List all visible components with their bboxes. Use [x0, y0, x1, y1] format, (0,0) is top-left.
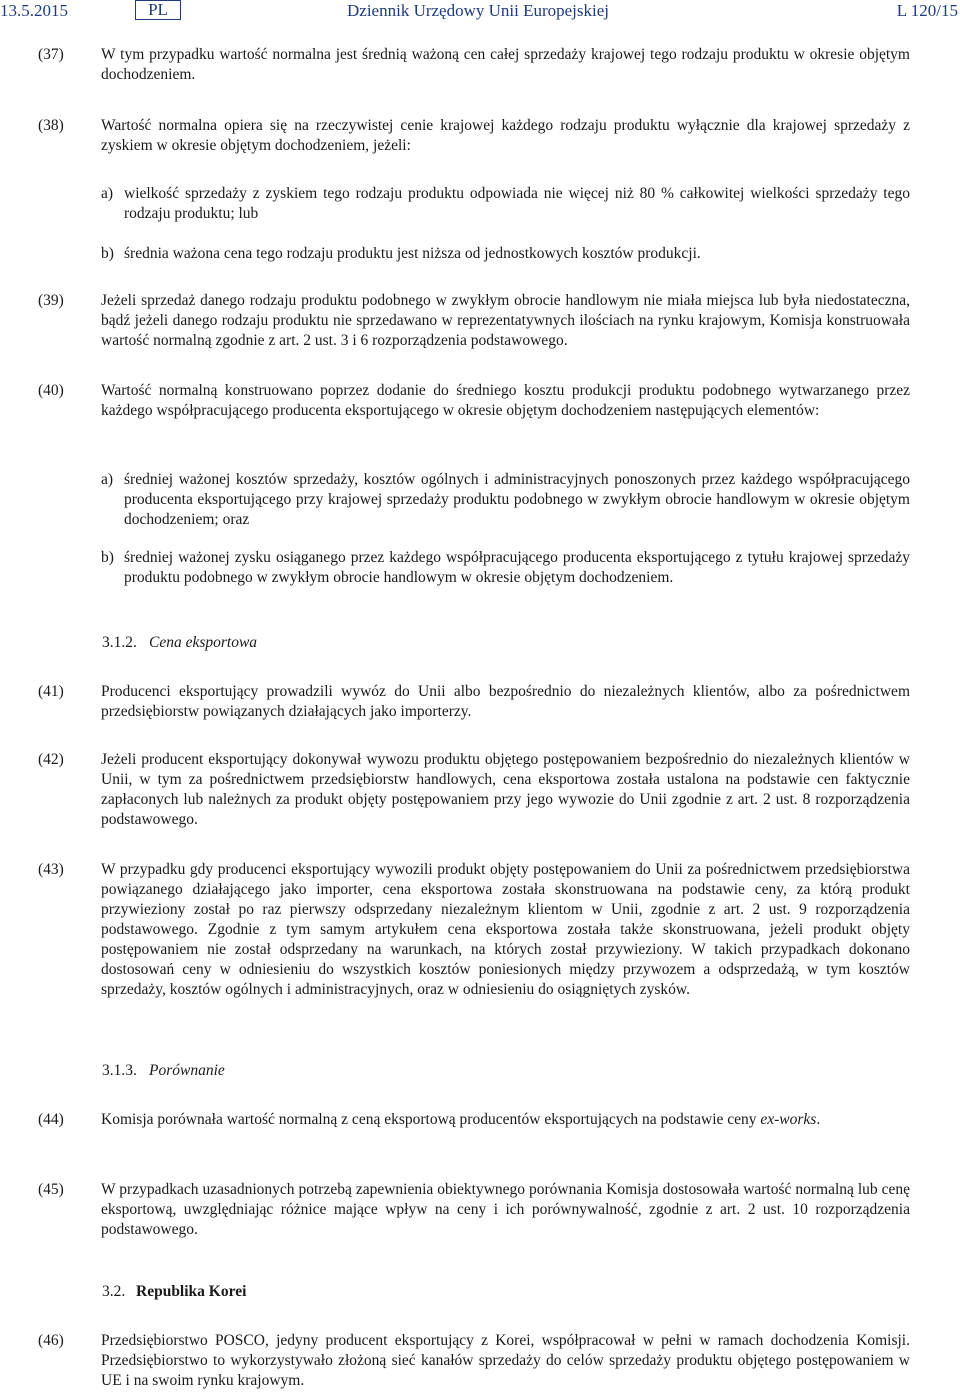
list-label: b) — [101, 245, 114, 262]
section-heading-3-1-3 — [102, 1061, 225, 1081]
paragraph-number: (44) — [38, 1111, 64, 1128]
paragraph-text: Wartość normalna opiera się na rzeczywistej cenie krajowej każdego rodzaju produktu wyłącznie dla krajowej sprzedaży z zyskiem w okresie objętym dochodzeniem, jeżeli: — [101, 117, 910, 154]
paragraph-text — [101, 1110, 910, 1130]
list-text: wielkość sprzedaży z zyskiem tego rodzaju produktu odpowiada nie więcej niż 80 % całkowitej wielkości sprzedaży tego rodzaju produktu; lub — [124, 185, 910, 222]
paragraph-text: Producenci eksportujący prowadzili wywóz do Unii albo bezpośrednio do niezależnych klientów, albo za pośrednictwem przedsiębiorstw powiązanych działających jako importerzy. — [101, 683, 910, 720]
list-text: średniej ważonej zysku osiąganego przez każdego współpracującego producenta eksportującego z tytułu krajowej sprzedaży produktu podobnego w zwykłym obrocie handlowym w okresie objętym dochodzeniem. — [124, 549, 910, 586]
language-badge: PL — [135, 0, 181, 20]
paragraph-number: (38) — [38, 117, 64, 134]
section-title: Porównanie — [149, 1062, 225, 1079]
paragraph-text: W przypadku gdy producenci eksportujący wywozili produkt objęty postępowaniem do Unii za pośrednictwem przedsiębiorstwa powiązanego działającego jako importer, cena eksportowa została skonstruowana na podstawie ceny, za którą produkt przywieziony został po raz pierwszy odsprzedany niezależnym klientom w Unii, zgodnie z art. 2 ust. 9 rozporządzenia podstawowego. Zgodnie z tym samym artykułem cena eksportowa została także skonstruowana, jeżeli produkt objęty postępowaniem nie został odsprzedany na warunkach, na których został przywieziony. W takich przypadkach dokonano dostosowań ceny w odniesieniu do wszystkich kosztów poniesionych między przywozem a odsprzedażą, w tym kosztów sprzedaży, kosztów ogólnych i administracyjnych, oraz w odniesieniu do osiągniętych zysków. — [101, 861, 910, 998]
section-number: 3.1.3. — [102, 1062, 137, 1079]
page-reference: L 120/15 — [896, 1, 958, 20]
list-text: średniej ważonej kosztów sprzedaży, kosztów ogólnych i administracyjnych ponoszonych przez każdego współpracującego producenta eksportującego przy krajowej sprzedaży produktu podobnego w zwykłym obrocie handlowym w okresie objętym dochodzeniem; oraz — [124, 471, 910, 528]
paragraph-number: (45) — [38, 1181, 64, 1198]
paragraph-text-italic: ex-works — [760, 1111, 817, 1128]
section-title: Republika Korei — [136, 1283, 247, 1300]
journal-title: Dziennik Urzędowy Unii Europejskiej — [347, 1, 610, 20]
paragraph-number: (37) — [38, 46, 64, 63]
paragraph-text: Jeżeli producent eksportujący dokonywał wywozu produktu objętego postępowaniem bezpośrednio do niezależnych klientów w Unii, w tym za pośrednictwem przedsiębiorstw handlowych, cena eksportowa została ustalona na podstawie cen faktycznie zapłaconych lub należnych za produkt objęty postępowaniem przy jego wywozie do Unii zgodnie z art. 2 ust. 8 rozporządzenia podstawowego. — [101, 751, 910, 828]
paragraph-text-end: . — [816, 1111, 821, 1128]
paragraph-number: (40) — [38, 382, 64, 399]
section-heading-3-2 — [102, 1282, 246, 1302]
section-number: 3.2. — [102, 1283, 126, 1300]
paragraph-text: W tym przypadku wartość normalna jest średnią ważoną cen całej sprzedaży krajowej tego rodzaju produktu w okresie objętym dochodzeniem. — [101, 46, 910, 83]
paragraph-text-main: Komisja porównała wartość normalną z ceną eksportową producentów eksportujących na podstawie ceny — [101, 1111, 761, 1128]
list-label: b) — [101, 549, 114, 566]
paragraph-number: (42) — [38, 751, 64, 768]
paragraph-number: (39) — [38, 292, 64, 309]
page-header — [0, 0, 960, 24]
section-heading-3-1-2 — [102, 633, 257, 653]
paragraph-number: (43) — [38, 861, 64, 878]
section-number: 3.1.2. — [102, 634, 137, 651]
list-label: a) — [101, 185, 114, 202]
section-title: Cena eksportowa — [149, 634, 258, 651]
publication-date: 13.5.2015 — [0, 1, 68, 20]
paragraph-text: Przedsiębiorstwo POSCO, jedyny producent eksportujący z Korei, współpracował w pełni w ramach dochodzenia Komisji. Przedsiębiorstwo to wykorzystywało złożoną sieć kanałów sprzedaży do celów sprzedaży produktu objętego postępowaniem w UE i na swoim rynku krajowym. — [101, 1332, 910, 1389]
paragraph-text: Jeżeli sprzedaż danego rodzaju produktu podobnego w zwykłym obrocie handlowym nie miała miejsca lub była niedostateczna, bądź jeżeli danego rodzaju produktu nie sprzedawano w reprezentatywnych ilościach na rynku krajowym, Komisja konstruowała wartość normalną zgodnie z art. 2 ust. 3 i 6 rozporządzenia podstawowego. — [101, 292, 910, 349]
list-label: a) — [101, 471, 114, 488]
list-text: średnia ważona cena tego rodzaju produktu jest niższa od jednostkowych kosztów produkcji. — [124, 245, 701, 262]
paragraph-text: Wartość normalną konstruowano poprzez dodanie do średniego kosztu produkcji produktu podobnego wytwarzanego przez każdego współpracującego producenta eksportującego w okresie objętym dochodzeniem następujących elementów: — [101, 382, 910, 419]
paragraph-number: (41) — [38, 683, 64, 700]
paragraph-text: W przypadkach uzasadnionych potrzebą zapewnienia obiektywnego porównania Komisja dostosowała wartość normalną lub cenę eksportową, uwzględniając różnice mające wpływ na ceny i ich porównywalność, zgodnie z art. 2 ust. 10 rozporządzenia podstawowego. — [101, 1181, 910, 1238]
paragraph-number: (46) — [38, 1332, 64, 1349]
